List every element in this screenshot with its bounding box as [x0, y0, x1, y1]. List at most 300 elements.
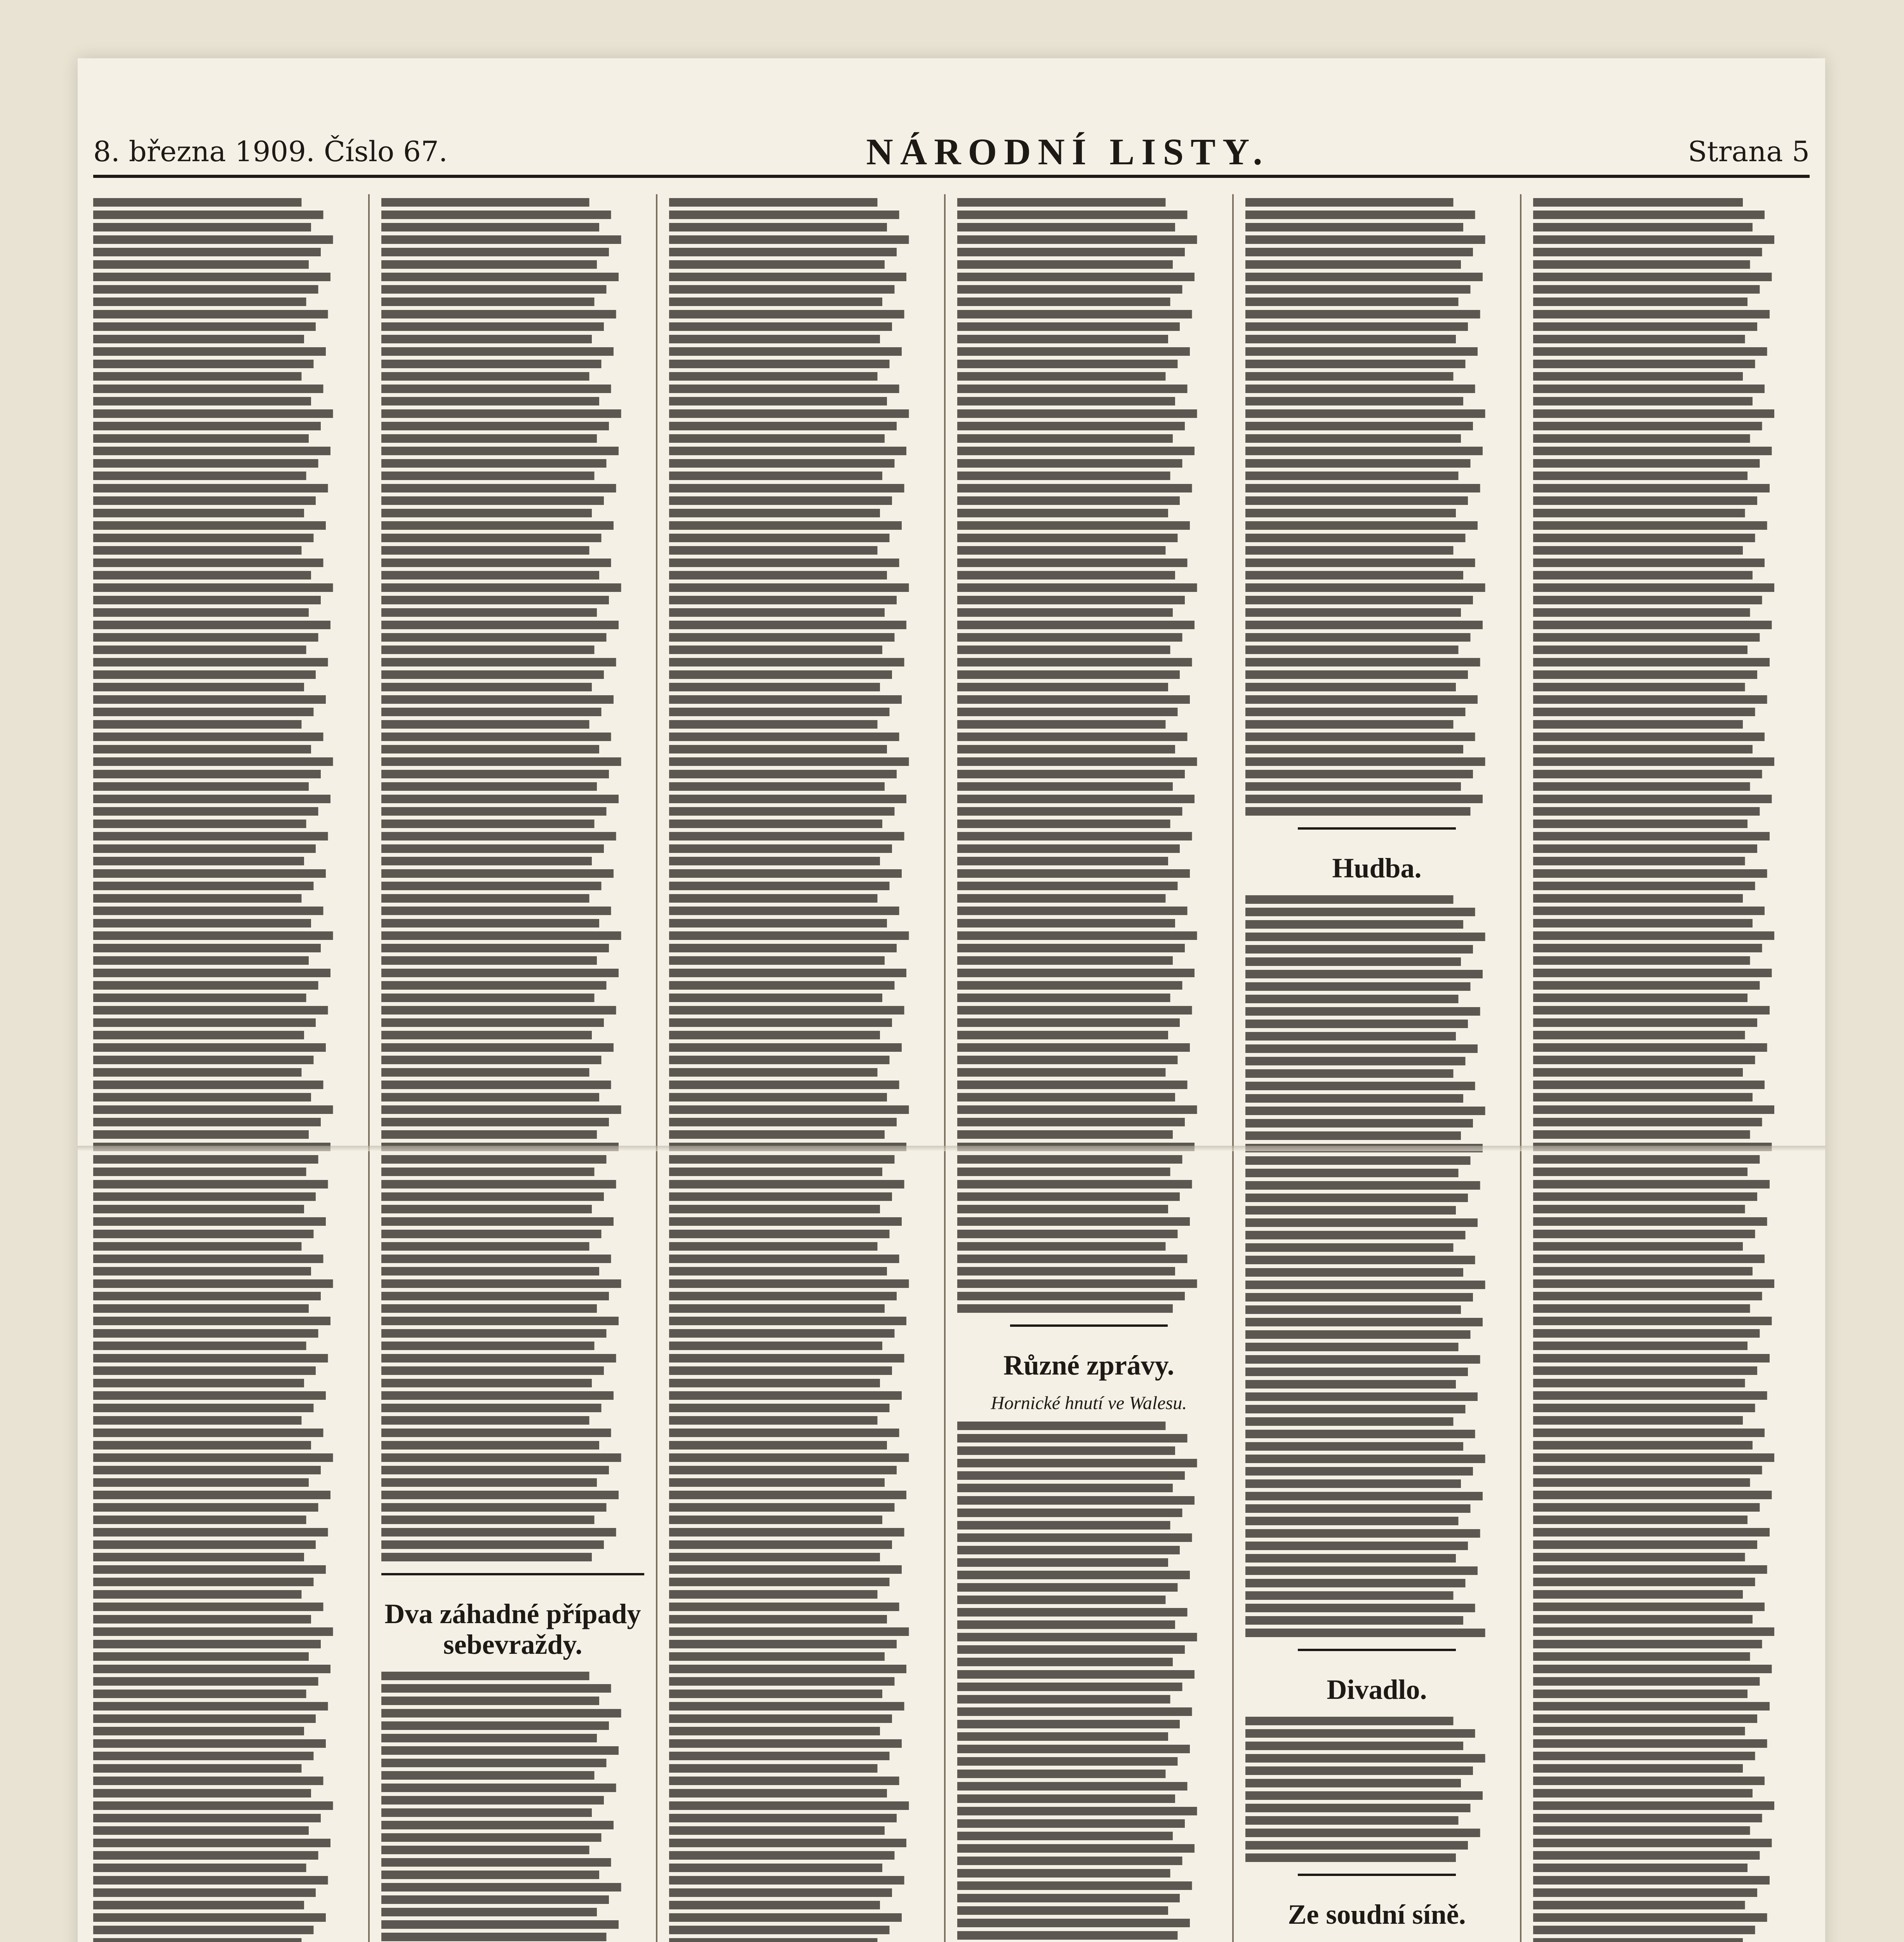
text-line	[1533, 1081, 1785, 1089]
text-line	[957, 1118, 1205, 1126]
text-line	[381, 1503, 626, 1512]
text-line	[957, 1720, 1199, 1728]
section-headline: Různé zprávy.	[1003, 1350, 1174, 1381]
text-line	[669, 1217, 922, 1226]
text-line	[381, 1366, 623, 1375]
text-line	[669, 546, 895, 555]
text-line	[381, 1168, 613, 1176]
text-line	[1533, 1876, 1790, 1885]
text-line	[1533, 1764, 1761, 1773]
text-line	[1245, 1529, 1501, 1538]
text-line	[957, 285, 1202, 294]
text-line	[381, 1734, 616, 1742]
text-line	[93, 1714, 335, 1723]
text-line	[669, 1677, 914, 1686]
text-line	[669, 832, 924, 840]
text-line	[381, 1093, 618, 1102]
text-line	[957, 447, 1215, 455]
text-line	[93, 260, 327, 269]
text-line	[381, 1255, 631, 1263]
text-line	[1245, 1368, 1487, 1376]
text-line	[93, 1627, 354, 1636]
text-line	[93, 931, 354, 940]
text-line	[1533, 447, 1793, 455]
text-line	[381, 1155, 626, 1164]
text-line	[1533, 1304, 1769, 1313]
text-line	[381, 198, 608, 207]
text-line	[957, 683, 1186, 691]
text-line	[381, 1354, 636, 1363]
text-line	[1245, 496, 1487, 505]
text-line	[1533, 347, 1787, 356]
text-line	[381, 248, 629, 256]
text-line	[93, 720, 320, 729]
text-line	[669, 1342, 901, 1350]
section-headline: Divadlo.	[1327, 1674, 1427, 1705]
text-line	[1245, 908, 1495, 916]
text-line	[1533, 1056, 1774, 1064]
text-line	[669, 894, 895, 903]
text-line	[93, 1702, 348, 1711]
text-line	[669, 869, 922, 878]
text-line	[669, 1118, 916, 1126]
text-line	[957, 919, 1194, 927]
text-line	[957, 1230, 1197, 1238]
text-line	[669, 484, 924, 492]
text-line	[93, 757, 354, 766]
text-line	[957, 596, 1205, 604]
text-line	[93, 1826, 327, 1835]
text-line	[957, 1168, 1189, 1176]
text-line	[381, 1697, 618, 1705]
text-line	[1533, 1404, 1774, 1412]
text-line	[381, 1205, 610, 1213]
text-line	[93, 1913, 346, 1922]
text-line	[957, 969, 1215, 977]
text-line	[1533, 211, 1785, 219]
text-line	[669, 1441, 906, 1450]
text-line	[93, 1453, 354, 1462]
text-line	[669, 1366, 911, 1375]
text-line	[957, 559, 1207, 567]
text-line	[93, 1130, 327, 1139]
text-line	[957, 1745, 1210, 1753]
text-line	[1533, 1068, 1761, 1077]
text-line	[1533, 1789, 1772, 1798]
text-line	[669, 235, 930, 244]
text-line	[1245, 1057, 1485, 1065]
text-line	[381, 310, 636, 318]
text-line	[669, 1304, 903, 1313]
body-text	[1245, 895, 1509, 1637]
text-line	[957, 869, 1210, 878]
text-line	[381, 546, 608, 555]
text-line	[957, 1533, 1212, 1542]
text-line	[381, 273, 639, 281]
text-line	[1245, 1766, 1493, 1775]
text-line	[93, 1901, 322, 1909]
text-line	[93, 1205, 322, 1213]
text-line	[669, 422, 916, 430]
text-line	[957, 894, 1184, 903]
text-line	[957, 1670, 1215, 1679]
text-line	[93, 820, 325, 828]
text-line	[1245, 1779, 1480, 1787]
text-line	[957, 820, 1189, 828]
text-line	[381, 434, 616, 443]
text-line	[381, 1672, 608, 1680]
text-line	[93, 1441, 330, 1450]
text-line	[957, 1496, 1215, 1505]
text-line	[1245, 720, 1472, 729]
text-line	[1245, 1318, 1503, 1326]
page-header	[93, 128, 1810, 178]
text-line	[957, 1770, 1184, 1778]
text-line	[93, 1267, 330, 1276]
text-line	[1533, 248, 1782, 256]
text-line	[1533, 534, 1774, 542]
text-line	[381, 1796, 623, 1805]
text-line	[381, 1342, 613, 1350]
text-line	[957, 1919, 1210, 1927]
text-line	[93, 1081, 343, 1089]
text-line	[1533, 322, 1777, 331]
text-line	[93, 1018, 335, 1027]
text-line	[1533, 1938, 1761, 1942]
text-line	[93, 372, 320, 381]
text-line	[1533, 919, 1772, 927]
text-line	[1533, 720, 1761, 729]
text-line	[381, 385, 631, 393]
text-line	[669, 1478, 903, 1487]
text-line	[1245, 1094, 1482, 1103]
text-line	[669, 956, 903, 965]
text-line	[1533, 1230, 1774, 1238]
text-line	[669, 658, 924, 666]
text-line	[1245, 670, 1487, 679]
text-line	[1533, 1888, 1777, 1897]
text-line	[1533, 1317, 1793, 1325]
text-line	[669, 1702, 924, 1711]
text-line	[93, 409, 354, 418]
text-line	[669, 1081, 919, 1089]
text-line	[1533, 1192, 1777, 1201]
text-line	[1533, 1528, 1790, 1537]
text-line	[669, 1329, 914, 1338]
text-line	[1245, 1305, 1480, 1314]
text-line	[93, 907, 343, 915]
text-line	[957, 1894, 1199, 1902]
text-line	[669, 1516, 901, 1524]
text-line	[1245, 1268, 1482, 1277]
text-line	[1245, 1829, 1501, 1837]
text-line	[957, 260, 1191, 269]
text-line	[1245, 360, 1485, 368]
text-line	[381, 820, 613, 828]
text-line	[957, 1043, 1210, 1052]
text-line	[669, 1391, 922, 1400]
text-line	[381, 1516, 613, 1524]
text-line	[1245, 957, 1480, 966]
text-line	[669, 1553, 898, 1561]
text-line	[1533, 1478, 1769, 1487]
text-line	[1533, 1503, 1779, 1512]
text-line	[1245, 521, 1498, 530]
text-line	[957, 844, 1199, 853]
text-line	[957, 1031, 1186, 1039]
text-line	[93, 1801, 354, 1810]
text-line	[1533, 1590, 1761, 1599]
text-line	[1533, 385, 1785, 393]
text-line	[1245, 559, 1495, 567]
text-line	[381, 1242, 608, 1251]
text-line	[957, 310, 1212, 318]
text-line	[381, 1684, 631, 1693]
text-line	[93, 248, 341, 256]
text-line	[957, 1105, 1218, 1114]
text-line	[957, 235, 1218, 244]
text-line	[1245, 1754, 1506, 1763]
text-line	[381, 1453, 642, 1462]
text-line	[957, 223, 1194, 231]
text-line	[957, 422, 1205, 430]
text-line	[669, 1938, 895, 1942]
text-line	[669, 820, 901, 828]
text-line	[381, 1105, 642, 1114]
text-line	[93, 546, 320, 555]
text-line	[669, 534, 909, 542]
text-line	[1533, 621, 1793, 629]
text-line	[1245, 447, 1503, 455]
text-line	[381, 409, 642, 418]
text-line	[1533, 782, 1769, 791]
text-line	[669, 1168, 901, 1176]
text-line	[93, 1777, 343, 1785]
text-line	[1245, 757, 1506, 766]
text-line	[93, 223, 330, 231]
text-line	[381, 360, 621, 368]
text-line	[1533, 1516, 1766, 1524]
text-line	[669, 1006, 924, 1015]
text-line	[93, 1764, 320, 1773]
article-subhead: Hornické hnutí ve Walesu.	[991, 1393, 1187, 1414]
text-line	[957, 757, 1218, 766]
text-line	[381, 1292, 629, 1300]
text-line	[93, 1888, 335, 1897]
text-line	[381, 521, 634, 530]
text-line	[669, 1603, 919, 1611]
text-line	[381, 770, 629, 778]
text-line	[1533, 658, 1790, 666]
text-line	[957, 1757, 1197, 1766]
text-line	[93, 1553, 322, 1561]
text-line	[957, 608, 1191, 617]
text-line	[1533, 1006, 1790, 1015]
text-line	[1245, 571, 1482, 579]
text-line	[1245, 1131, 1480, 1140]
text-line	[669, 298, 901, 306]
text-line	[1533, 484, 1790, 492]
text-line	[1245, 198, 1472, 207]
text-line	[381, 646, 613, 654]
text-line	[1245, 397, 1482, 405]
body-text	[669, 198, 932, 1942]
text-line	[93, 1739, 346, 1748]
text-line	[93, 1056, 333, 1064]
text-line	[93, 198, 320, 207]
divider	[1298, 827, 1456, 830]
text-line	[93, 583, 354, 592]
text-line	[1245, 372, 1472, 381]
text-line	[669, 198, 895, 207]
text-line	[1245, 310, 1501, 318]
text-line	[1533, 1217, 1787, 1226]
text-line	[1533, 1677, 1779, 1686]
text-line	[669, 1627, 930, 1636]
text-line	[1533, 807, 1779, 816]
text-line	[381, 907, 631, 915]
text-line	[1245, 1032, 1475, 1041]
text-line	[381, 795, 639, 803]
text-line	[1533, 1814, 1782, 1822]
text-line	[669, 1379, 898, 1387]
text-line	[381, 285, 626, 294]
text-line	[1533, 1118, 1782, 1126]
text-line	[1245, 1542, 1487, 1550]
text-line	[93, 484, 348, 492]
text-line	[1245, 434, 1480, 443]
text-line	[381, 944, 629, 952]
text-line	[957, 472, 1189, 480]
text-line	[957, 1906, 1186, 1915]
text-line	[669, 459, 914, 468]
text-line	[1533, 1615, 1772, 1624]
text-line	[669, 211, 919, 219]
text-line	[1533, 832, 1790, 840]
text-line	[93, 1279, 354, 1288]
text-line	[1533, 1267, 1772, 1276]
text-line	[669, 372, 895, 381]
text-line	[381, 559, 631, 567]
text-line	[957, 708, 1197, 716]
column-5	[1245, 194, 1522, 1942]
text-line	[669, 733, 919, 741]
text-line	[93, 1665, 351, 1673]
text-line	[957, 1471, 1205, 1480]
text-line	[957, 1807, 1218, 1815]
text-line	[1533, 472, 1766, 480]
text-line	[957, 1292, 1205, 1300]
text-line	[93, 1727, 322, 1735]
text-line	[1533, 882, 1774, 890]
text-line	[669, 583, 930, 592]
body-text	[93, 198, 356, 1942]
text-line	[1533, 956, 1769, 965]
text-line	[957, 1782, 1207, 1791]
text-line	[1245, 1243, 1472, 1252]
text-line	[1533, 298, 1766, 306]
text-line	[93, 832, 348, 840]
text-line	[1533, 670, 1777, 679]
text-line	[93, 447, 351, 455]
text-line	[93, 335, 322, 343]
text-line	[381, 397, 618, 405]
text-line	[669, 1690, 901, 1698]
text-line	[1533, 1926, 1774, 1934]
text-line	[1245, 795, 1503, 803]
text-line	[1245, 298, 1477, 306]
text-line	[381, 347, 634, 356]
text-line	[669, 807, 914, 816]
text-line	[669, 1043, 922, 1052]
text-line	[1533, 1491, 1793, 1499]
text-line	[381, 1279, 642, 1288]
text-line	[669, 1565, 922, 1574]
text-line	[1533, 260, 1769, 269]
text-line	[381, 235, 642, 244]
text-line	[1245, 695, 1498, 704]
text-line	[93, 994, 325, 1002]
text-line	[1533, 1565, 1787, 1574]
text-line	[93, 1180, 348, 1189]
text-line	[957, 1192, 1199, 1201]
text-line	[1245, 782, 1480, 791]
text-line	[1245, 1604, 1495, 1612]
text-line	[93, 1652, 327, 1661]
text-line	[669, 1528, 924, 1537]
text-line	[381, 1056, 621, 1064]
text-line	[93, 1255, 343, 1263]
text-line	[1533, 981, 1779, 990]
text-line	[1245, 422, 1493, 430]
text-line	[669, 1876, 924, 1885]
text-line	[1533, 1739, 1787, 1748]
text-line	[93, 1851, 338, 1860]
text-line	[1245, 1430, 1495, 1438]
text-line	[381, 608, 616, 617]
text-line	[381, 745, 618, 753]
text-line	[93, 1217, 346, 1226]
text-line	[957, 981, 1202, 990]
text-line	[1245, 1206, 1475, 1215]
text-line	[93, 795, 351, 803]
column-3	[669, 194, 946, 1942]
text-line	[669, 882, 909, 890]
text-line	[1533, 1540, 1777, 1549]
text-line	[1533, 1130, 1769, 1139]
text-line	[669, 1205, 898, 1213]
text-line	[1245, 995, 1477, 1003]
text-line	[381, 571, 618, 579]
text-line	[957, 1081, 1207, 1089]
text-line	[381, 1118, 629, 1126]
text-line	[1533, 1018, 1777, 1027]
text-line	[669, 782, 903, 791]
text-line	[1245, 1591, 1472, 1600]
text-line	[957, 1683, 1202, 1691]
text-line	[1245, 1729, 1495, 1738]
text-line	[957, 546, 1184, 555]
text-line	[1245, 745, 1482, 753]
text-line	[1533, 496, 1777, 505]
text-line	[381, 670, 623, 679]
text-line	[957, 1242, 1184, 1251]
text-line	[957, 571, 1194, 579]
text-line	[1245, 1007, 1501, 1016]
text-line	[381, 1416, 608, 1425]
text-line	[1533, 1627, 1795, 1636]
text-line	[93, 956, 327, 965]
